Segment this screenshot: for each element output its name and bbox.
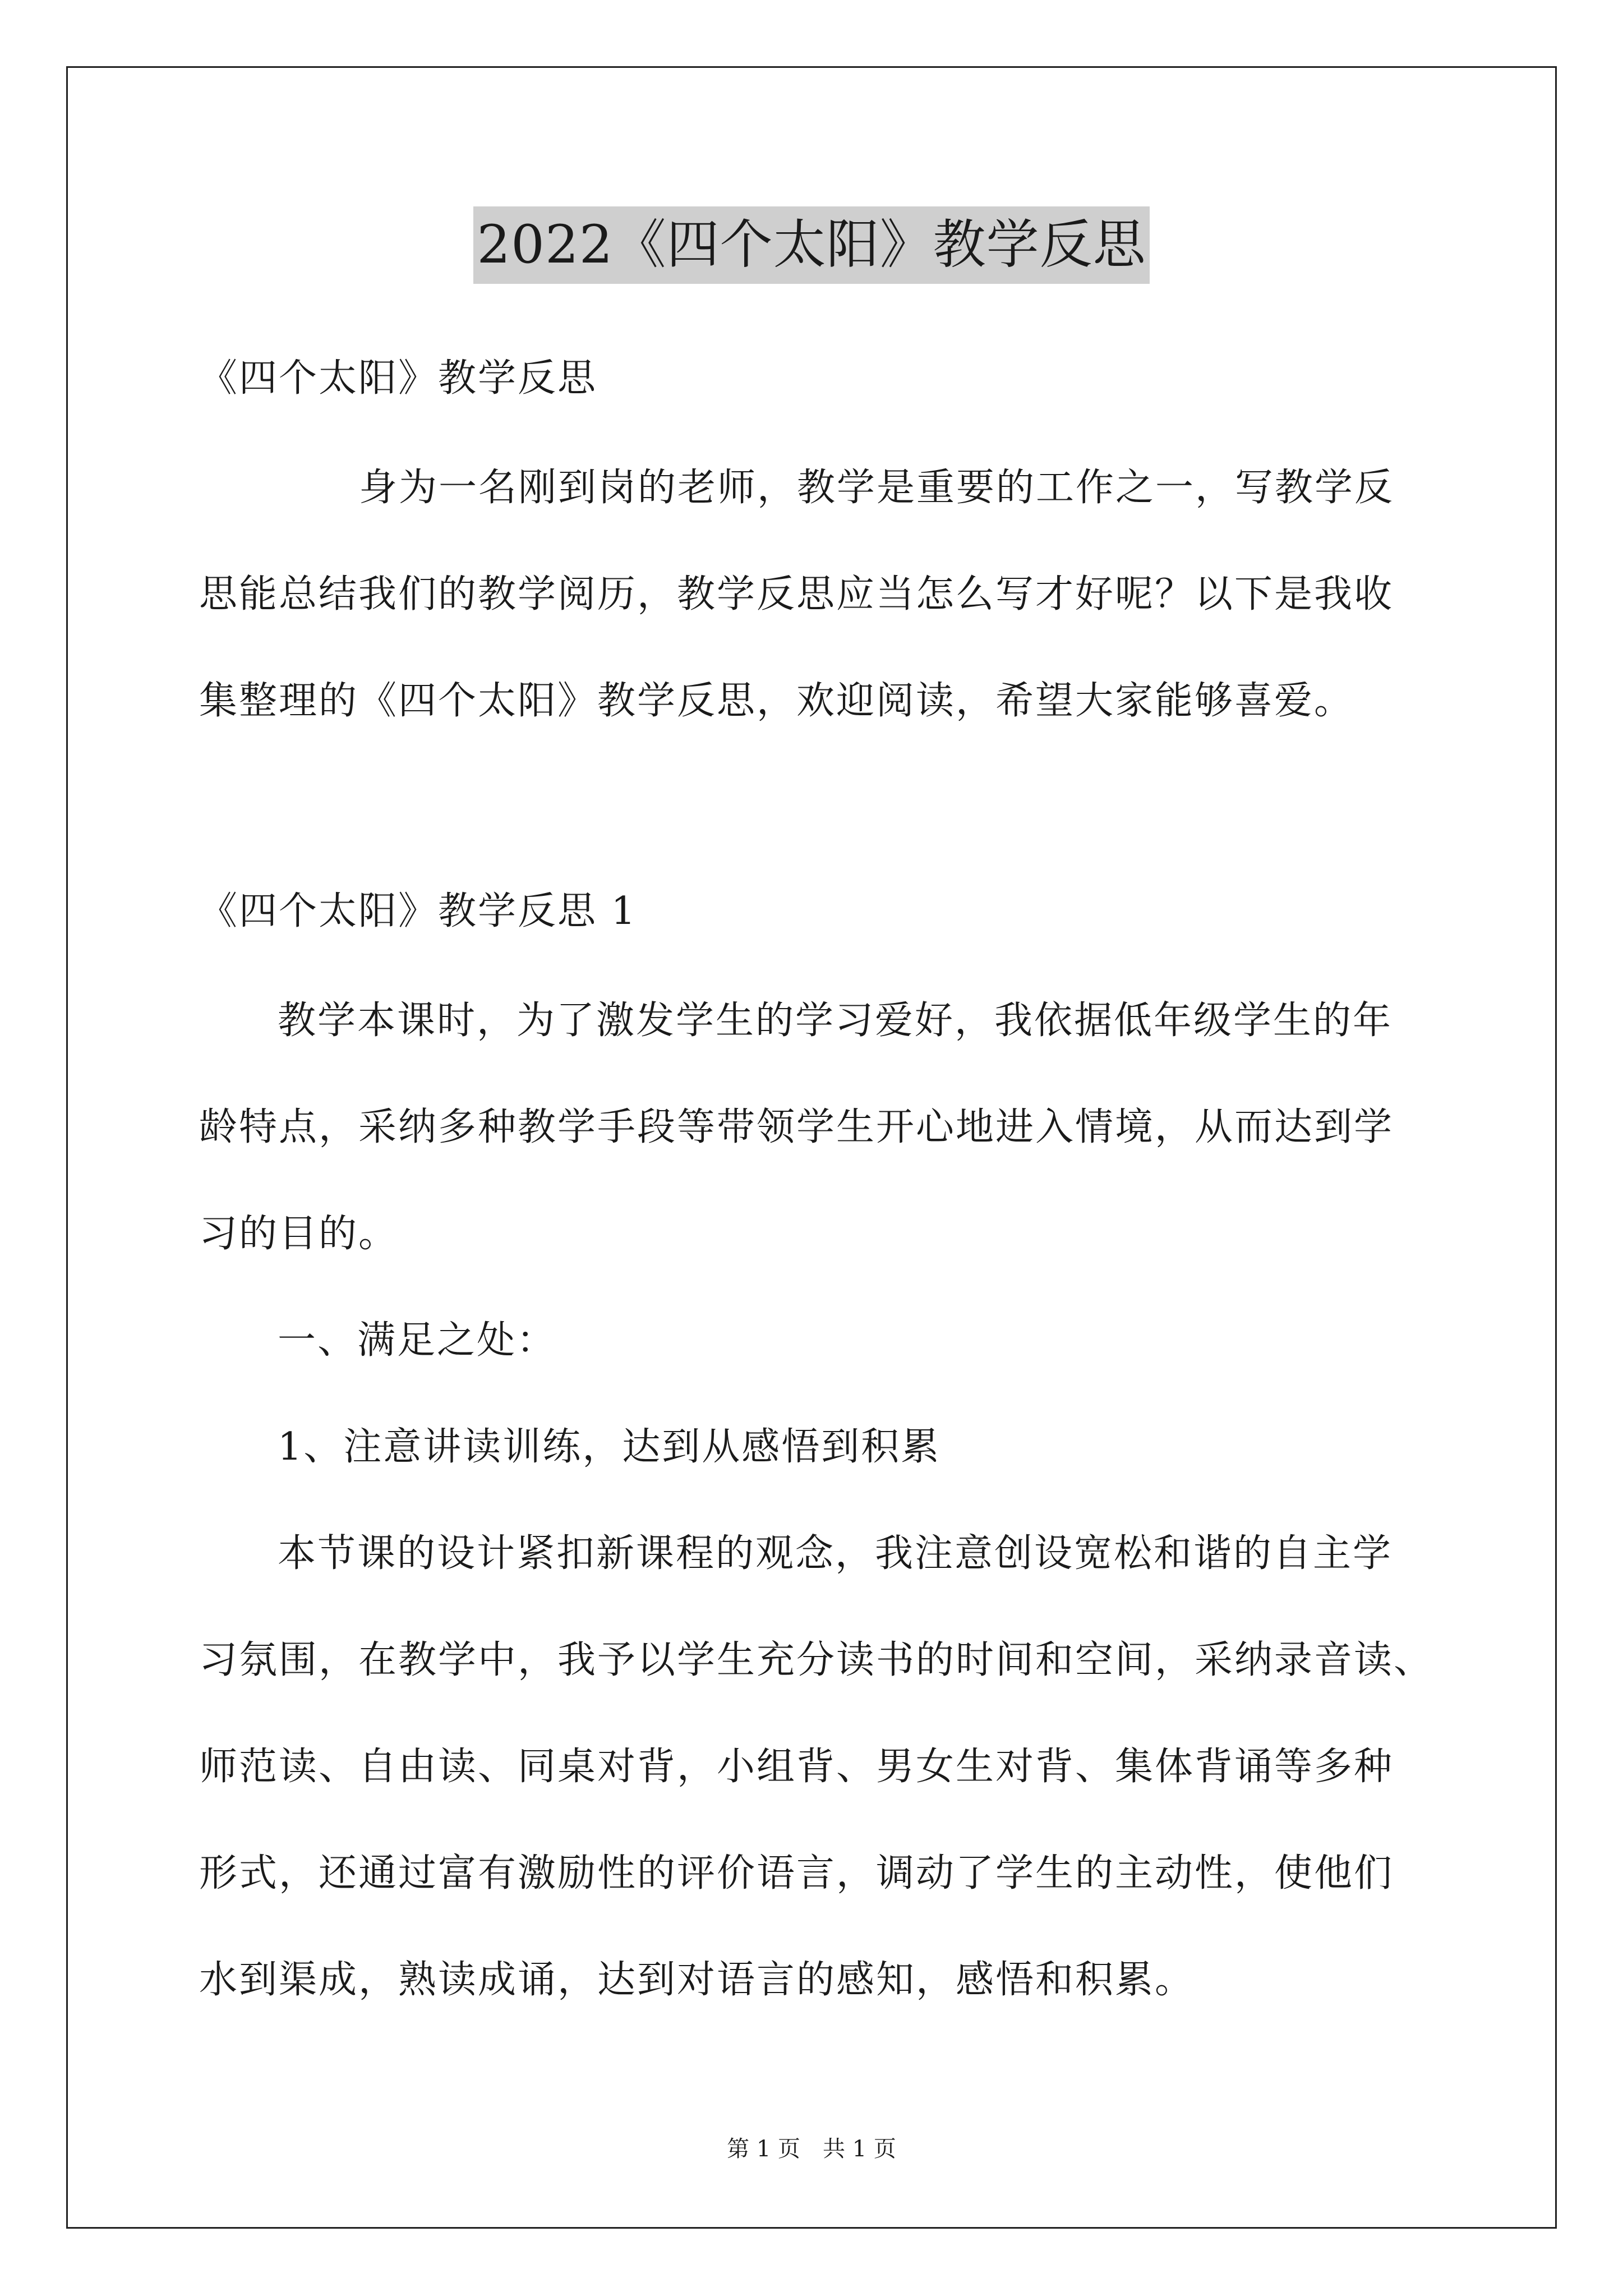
body-line: 习的目的。 (199, 1212, 399, 1256)
body-line: 水到渠成，熟读成诵，达到对语言的感知，感悟和积累。 (199, 1958, 1195, 2002)
intro-line: 身为一名刚到岗的老师，教学是重要的工作之一，写教学反 (359, 466, 1395, 510)
body-line: 师范读、自由读、同桌对背，小组背、男女生对背、集体背诵等多种 (199, 1745, 1394, 1789)
document-title: 2022《四个太阳》教学反思 (473, 206, 1149, 284)
body-line: 习氛围，在教学中，我予以学生充分读书的时间和空间，采纳录音读、 (199, 1638, 1434, 1682)
body-line: 一、满足之处： (278, 1318, 557, 1363)
page-footer: 第 1 页 共 1 页 (727, 2136, 896, 2162)
body-line: 龄特点，采纳多种教学手段等带领学生开心地进入情境，从而达到学 (199, 1105, 1394, 1149)
body-line: 教学本课时，为了激发学生的学习爱好，我依据低年级学生的年 (278, 999, 1393, 1043)
body-line: 本节课的设计紧扣新课程的观念，我注意创设宽松和谐的自主学 (278, 1531, 1393, 1576)
subtitle: 《四个太阳》教学反思 (199, 356, 598, 401)
body-line: 1、注意讲读训练，达到从感悟到积累 (278, 1425, 941, 1469)
section-heading: 《四个太阳》教学反思 1 (199, 889, 637, 933)
title-container (0, 206, 1623, 284)
intro-line: 思能总结我们的教学阅历，教学反思应当怎么写才好呢？以下是我收 (199, 572, 1394, 616)
body-line: 形式，还通过富有激励性的评价语言，调动了学生的主动性，使他们 (199, 1851, 1394, 1895)
intro-line: 集整理的《四个太阳》教学反思，欢迎阅读，希望大家能够喜爱。 (199, 679, 1354, 723)
